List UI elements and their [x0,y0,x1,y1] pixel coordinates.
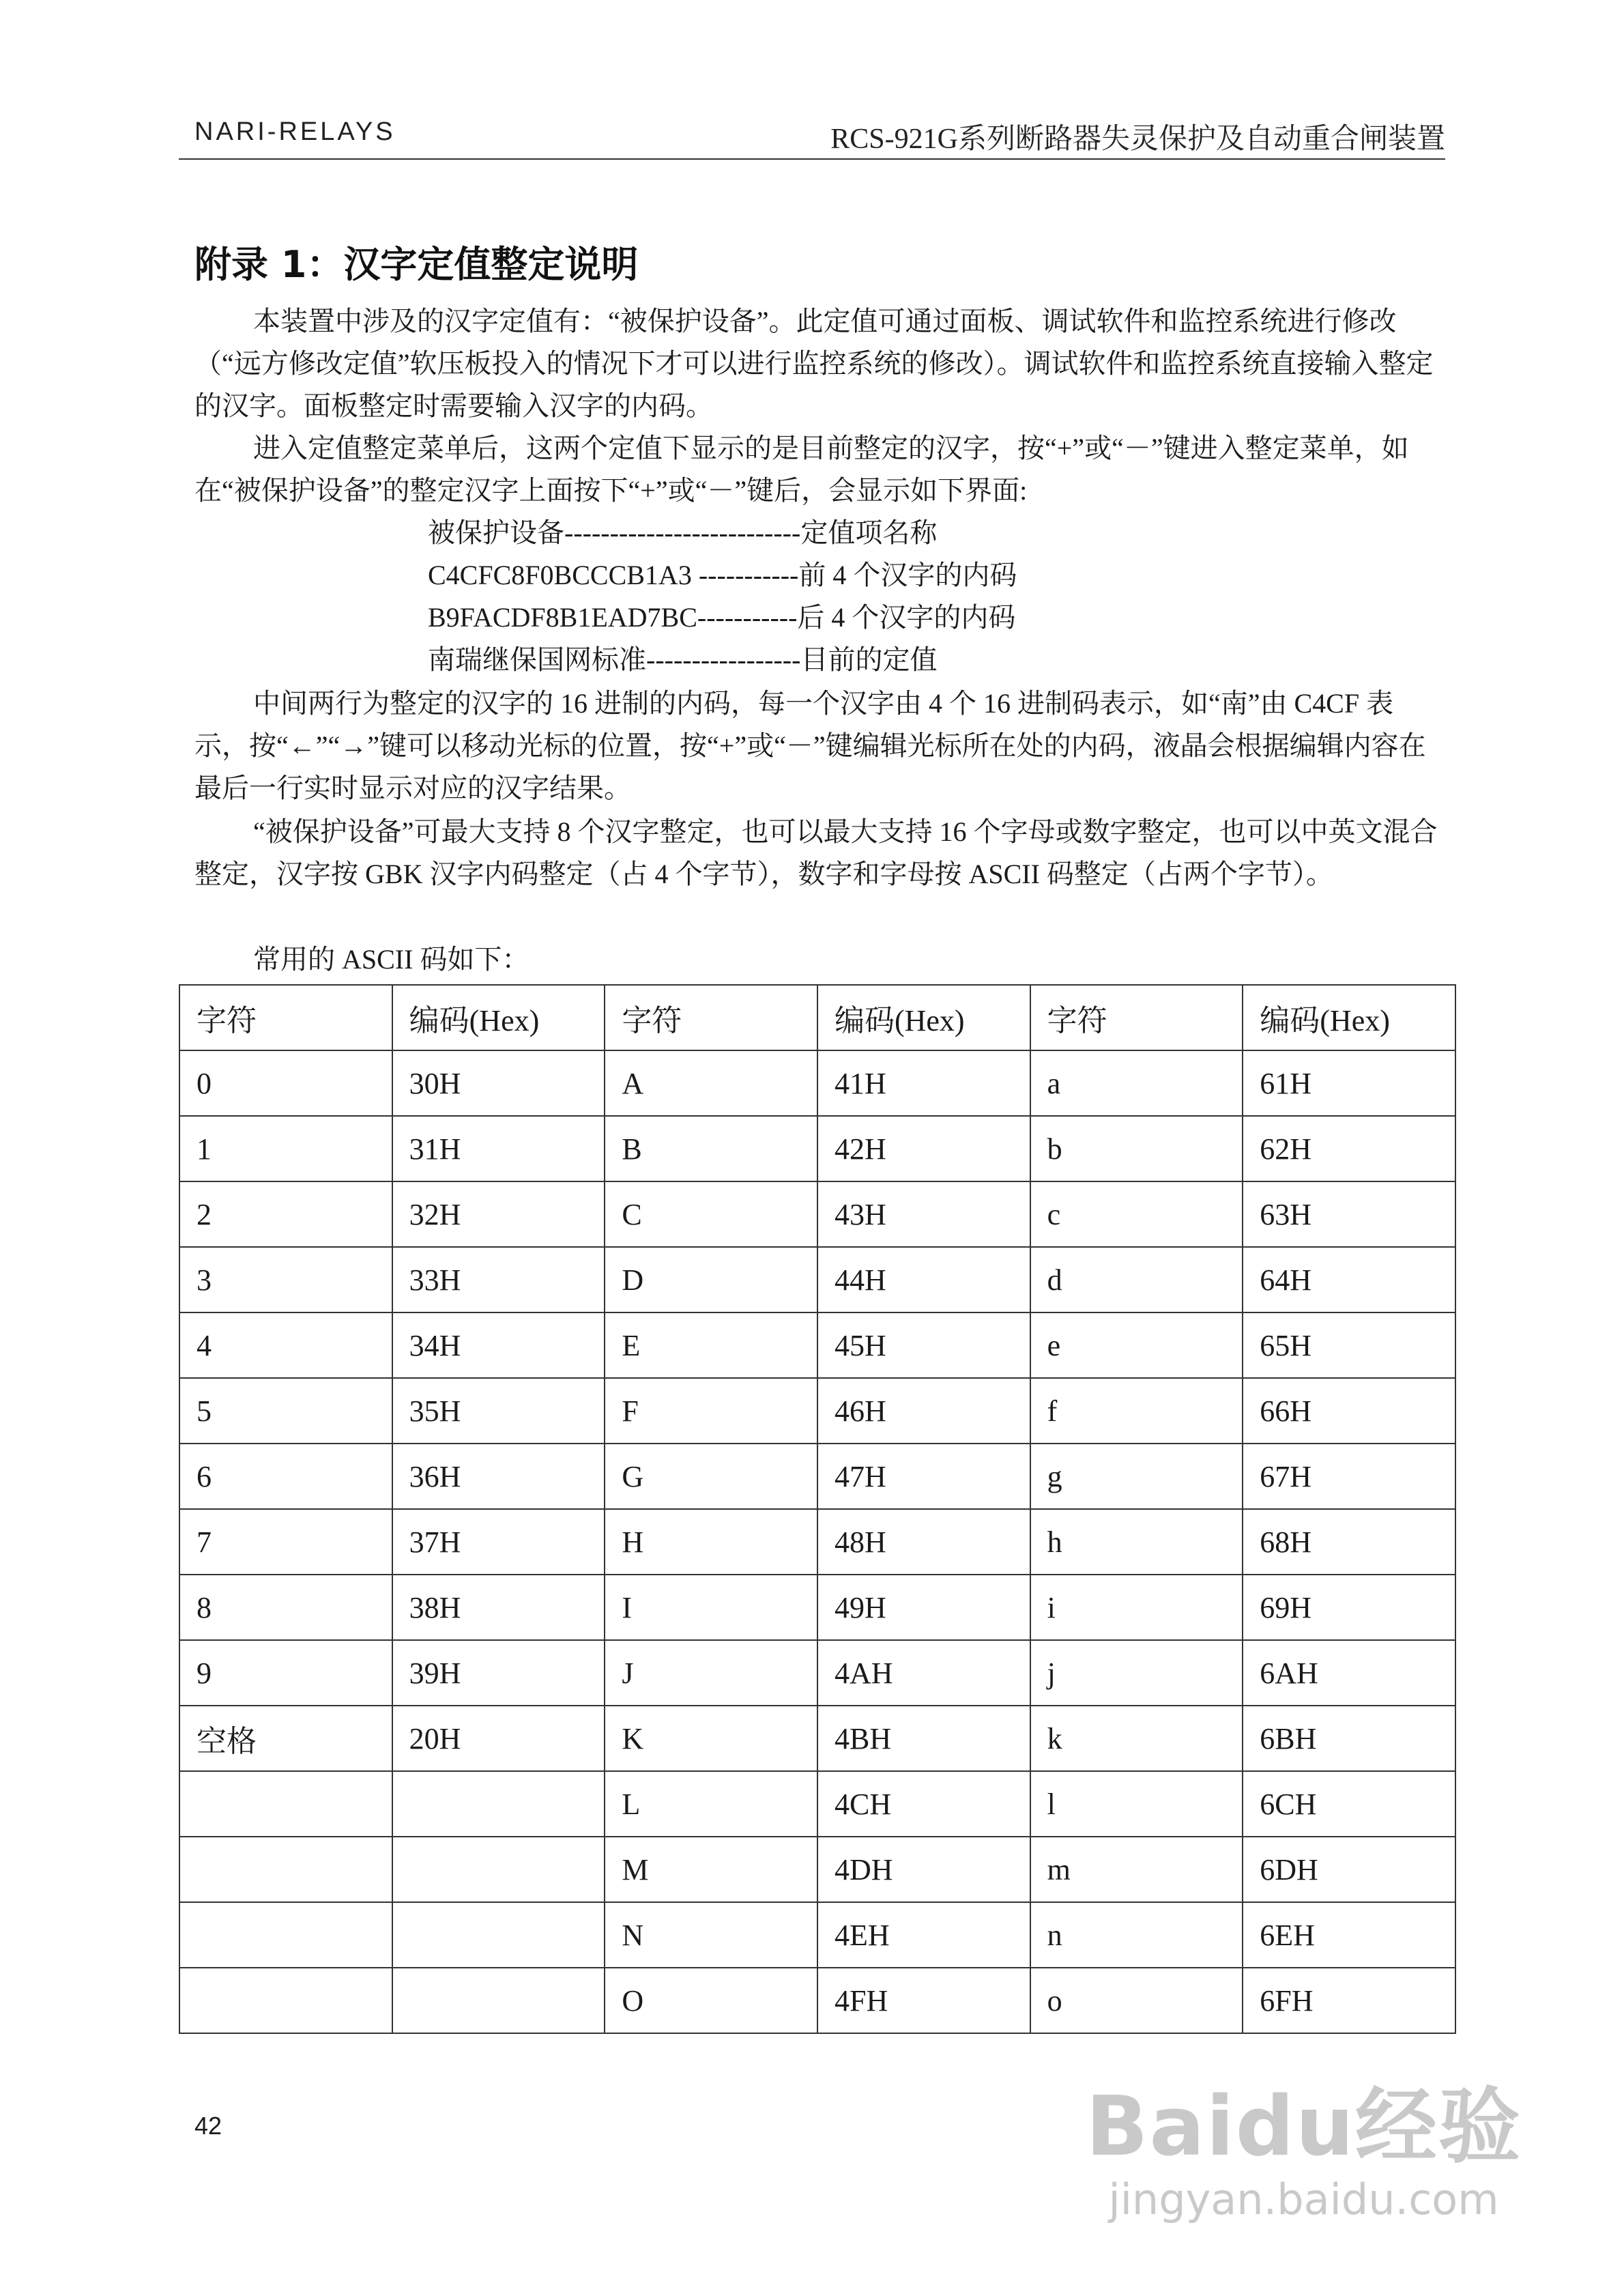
baidu-watermark [1086,2061,1522,2224]
table-cell: d [1030,1247,1243,1312]
table-cell: 38H [392,1575,605,1640]
header-cell: 字符 [179,985,392,1050]
table-cell: 6BH [1243,1706,1455,1771]
table-cell: 9 [179,1640,392,1706]
table-cell: L [605,1771,817,1837]
table-cell: 68H [1243,1509,1455,1575]
table-cell: g [1030,1444,1243,1509]
table-cell: 48H [817,1509,1030,1575]
table-cell: a [1030,1050,1243,1116]
table-cell: 30H [392,1050,605,1116]
table-cell [179,1771,392,1837]
table-cell: 65H [1243,1312,1455,1378]
ascii-table-header [179,985,1455,1050]
page-number: 42 [194,2112,222,2140]
table-cell: 62H [1243,1116,1455,1181]
table-cell: N [605,1902,817,1968]
table-cell: 37H [392,1509,605,1575]
table-cell: O [605,1968,817,2033]
table-cell: 49H [817,1575,1030,1640]
table-cell: 36H [392,1444,605,1509]
table-cell: B [605,1116,817,1181]
table-row [179,1640,1455,1706]
table-cell: 66H [1243,1378,1455,1444]
table-row [179,1378,1455,1444]
table-cell: 67H [1243,1444,1455,1509]
table-cell: 0 [179,1050,392,1116]
table-cell: 20H [392,1706,605,1771]
table-cell [392,1902,605,1968]
table-cell [392,1771,605,1837]
table-cell: i [1030,1575,1243,1640]
table-cell: 空格 [179,1706,392,1771]
table-cell [179,1837,392,1902]
table-cell: 32H [392,1181,605,1247]
table-cell: 4DH [817,1837,1030,1902]
table-cell: 4BH [817,1706,1030,1771]
paragraph-intro: 本装置中涉及的汉字定值有：“被保护设备”。此定值可通过面板、调试软件和监控系统进行修改（“远方修改定值”软压板投入的情况下才可以进行监控系统的修改）。调试软件和监控系统直接输入整定的汉字。面板整定时需要输入汉字的内码。 [194,306,1434,421]
table-cell: 1 [179,1116,392,1181]
table-cell: F [605,1378,817,1444]
table-cell: M [605,1837,817,1902]
table-cell: I [605,1575,817,1640]
table-row [179,1181,1455,1247]
table-row [179,1837,1455,1902]
table-cell: 64H [1243,1247,1455,1312]
table-cell: K [605,1706,817,1771]
table-cell: 39H [392,1640,605,1706]
table-cell [179,1968,392,2033]
watermark-logo: Baidu经验 [1086,2080,1522,2175]
table-cell: 31H [392,1116,605,1181]
table-cell: J [605,1640,817,1706]
table-cell [392,1968,605,2033]
paragraph-ascii-intro: 常用的 ASCII 码如下： [253,944,530,975]
table-cell [179,1902,392,1968]
table-cell: 33H [392,1247,605,1312]
table-row [179,1116,1455,1181]
table-cell: 42H [817,1116,1030,1181]
header-divider [179,158,1445,160]
table-row [179,1902,1455,1968]
display-line-code-second: B9FACDF8B1EAD7BC-----------后 4 个汉字的内码 [428,602,1016,633]
paragraph-capacity: “被保护设备”可最大支持 8 个汉字整定，也可以最大支持 16 个字母或数字整定，也可以中英文混合整定，汉字按 GBK 汉字内码整定（占 4 个字节），数字和字母按 ASCII 码整定（占两个字节）。 [194,816,1438,889]
display-line-value: 南瑞继保国网标准-----------------目前的定值 [428,644,938,675]
table-cell: b [1030,1116,1243,1181]
table-cell: 6CH [1243,1771,1455,1837]
table-cell: 46H [817,1378,1030,1444]
table-cell: 41H [817,1050,1030,1116]
paragraph-menu: 进入定值整定菜单后，这两个定值下显示的是目前整定的汉字，按“+”或“－”键进入整定菜单，如在“被保护设备”的整定汉字上面按下“+”或“－”键后，会显示如下界面: [194,433,1409,506]
table-cell: 6EH [1243,1902,1455,1968]
table-cell: C [605,1181,817,1247]
table-cell: l [1030,1771,1243,1837]
header-cell: 字符 [605,985,817,1050]
ascii-table [179,984,1456,2034]
table-cell: h [1030,1509,1243,1575]
table-cell: m [1030,1837,1243,1902]
table-cell: 4 [179,1312,392,1378]
header-cell: 编码(Hex) [392,985,605,1050]
table-cell: 47H [817,1444,1030,1509]
header-brand: NARI-RELAYS [194,117,396,146]
table-row [179,1968,1455,2033]
table-cell: 69H [1243,1575,1455,1640]
table-row [179,1706,1455,1771]
header-cell: 编码(Hex) [817,985,1030,1050]
page-title: 附录 1：汉字定值整定说明 [194,243,639,286]
table-cell: 4FH [817,1968,1030,2033]
table-cell: E [605,1312,817,1378]
display-line-code-first: C4CFC8F0BCCCB1A3 -----------前 4 个汉字的内码 [428,560,1017,590]
table-cell: n [1030,1902,1243,1968]
table-cell: D [605,1247,817,1312]
table-cell: e [1030,1312,1243,1378]
table-cell: 4EH [817,1902,1030,1968]
table-row [179,1247,1455,1312]
paragraph-hex-explanation: 中间两行为整定的汉字的 16 进制的内码，每一个汉字由 4 个 16 进制码表示，如“南”由 C4CF 表示，按“←”“→”键可以移动光标的位置，按“+”或“－”键编辑光标所在处的内码，液晶会根据编辑内容在最后一行实时显示对应的汉字结果。 [194,688,1426,803]
table-cell: 45H [817,1312,1030,1378]
table-cell: 6AH [1243,1640,1455,1706]
table-cell: H [605,1509,817,1575]
table-cell: 5 [179,1378,392,1444]
watermark-url: jingyan.baidu.com [1108,2175,1499,2224]
table-row [179,1771,1455,1837]
table-row [179,1050,1455,1116]
table-cell: 7 [179,1509,392,1575]
table-cell: c [1030,1181,1243,1247]
header-cell: 字符 [1030,985,1243,1050]
table-row [179,1444,1455,1509]
table-cell: 6DH [1243,1837,1455,1902]
table-cell: k [1030,1706,1243,1771]
header-cell: 编码(Hex) [1243,985,1455,1050]
table-cell: G [605,1444,817,1509]
table-row [179,1575,1455,1640]
table-row [179,1509,1455,1575]
table-cell: 61H [1243,1050,1455,1116]
table-cell: 35H [392,1378,605,1444]
table-cell: 3 [179,1247,392,1312]
table-cell: A [605,1050,817,1116]
table-cell: f [1030,1378,1243,1444]
table-cell: 43H [817,1181,1030,1247]
table-cell: 8 [179,1575,392,1640]
display-example [428,512,1017,681]
table-cell: 44H [817,1247,1030,1312]
table-cell: 2 [179,1181,392,1247]
table-cell: 63H [1243,1181,1455,1247]
table-cell [392,1837,605,1902]
table-cell: 6 [179,1444,392,1509]
table-cell: 6FH [1243,1968,1455,2033]
table-cell: 4AH [817,1640,1030,1706]
table-cell: o [1030,1968,1243,2033]
table-row [179,1312,1455,1378]
table-cell: j [1030,1640,1243,1706]
table-cell: 4CH [817,1771,1030,1837]
table-cell: 34H [392,1312,605,1378]
header-device-title: RCS-921G系列断路器失灵保护及自动重合闸装置 [830,124,1445,155]
display-line-name: 被保护设备--------------------------定值项名称 [428,517,938,548]
